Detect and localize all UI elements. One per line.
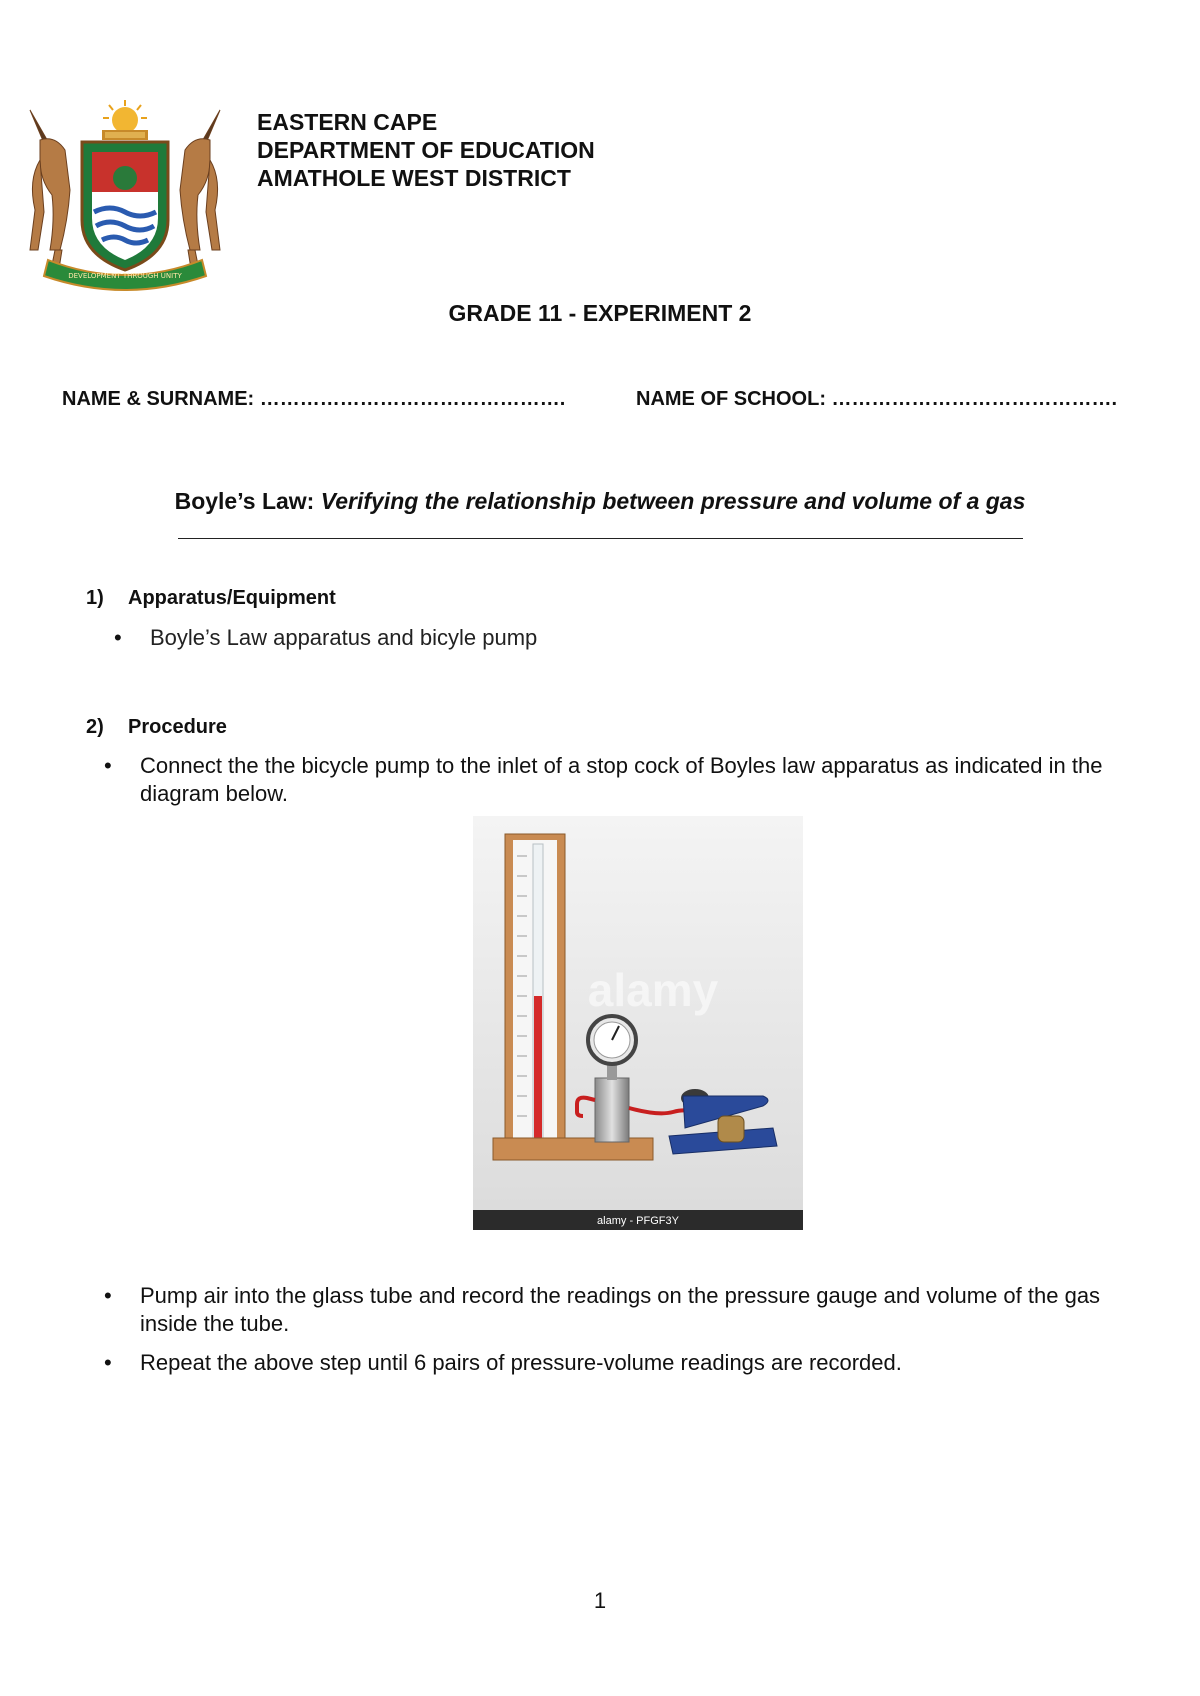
photo-watermark: alamy (587, 964, 719, 1016)
list-item-text: Boyle’s Law apparatus and bicyle pump (150, 625, 538, 650)
section-title: Procedure (128, 716, 227, 738)
name-surname-field[interactable]: NAME & SURNAME: ………………………………………. (62, 388, 566, 410)
list-item-text: Pump air into the glass tube and record the readings on the pressure gauge and volume of the gas inside the tube. (140, 1283, 1101, 1336)
page-number: 1 (593, 1588, 607, 1613)
left-antelope-icon (30, 110, 70, 275)
list-item (104, 752, 1144, 808)
bullet-icon: • (104, 753, 112, 778)
section-title: Apparatus/Equipment (128, 587, 336, 609)
photo-caption: alamy - PFGF3Y (597, 1215, 679, 1227)
bullet-icon: • (104, 1283, 112, 1308)
department-header (257, 108, 595, 192)
list-item-text: Repeat the above step until 6 pairs of pressure-volume readings are recorded. (140, 1350, 902, 1375)
section-number: 2) (86, 716, 104, 738)
list-item-text: Connect the the bicycle pump to the inlet of a stop cock of Boyles law apparatus as indicated in the diagram below. (140, 753, 1103, 806)
sun-icon (103, 100, 147, 133)
shield-icon (82, 142, 168, 270)
aim-subtitle: Verifying the relationship between pressure and volume of a gas (320, 488, 1026, 514)
eastern-cape-coat-of-arms-icon (10, 100, 240, 292)
section-number: 1) (86, 587, 104, 609)
experiment-aim (0, 488, 1200, 515)
header-district: AMATHOLE WEST DISTRICT (257, 165, 571, 191)
header-province: EASTERN CAPE (257, 109, 438, 135)
page-title: GRADE 11 - EXPERIMENT 2 (448, 300, 752, 326)
bullet-icon: • (114, 625, 122, 650)
title-divider (178, 538, 1023, 539)
boyles-law-apparatus-photo-icon (473, 816, 803, 1230)
school-name-field[interactable]: NAME OF SCHOOL: ……………………………………. (636, 388, 1118, 410)
motto-text: DEVELOPMENT THROUGH UNITY (68, 272, 182, 280)
header-department: DEPARTMENT OF EDUCATION (257, 137, 595, 163)
right-antelope-icon (180, 110, 220, 275)
list-item (104, 1282, 1144, 1338)
apparatus-photo (473, 816, 803, 1230)
bullet-icon: • (104, 1350, 112, 1375)
section-heading-procedure (86, 716, 227, 739)
list-item (104, 1349, 1144, 1377)
aim-label: Boyle’s Law: (174, 488, 315, 514)
section-heading-apparatus (86, 587, 336, 610)
coat-of-arms-logo (10, 100, 240, 292)
